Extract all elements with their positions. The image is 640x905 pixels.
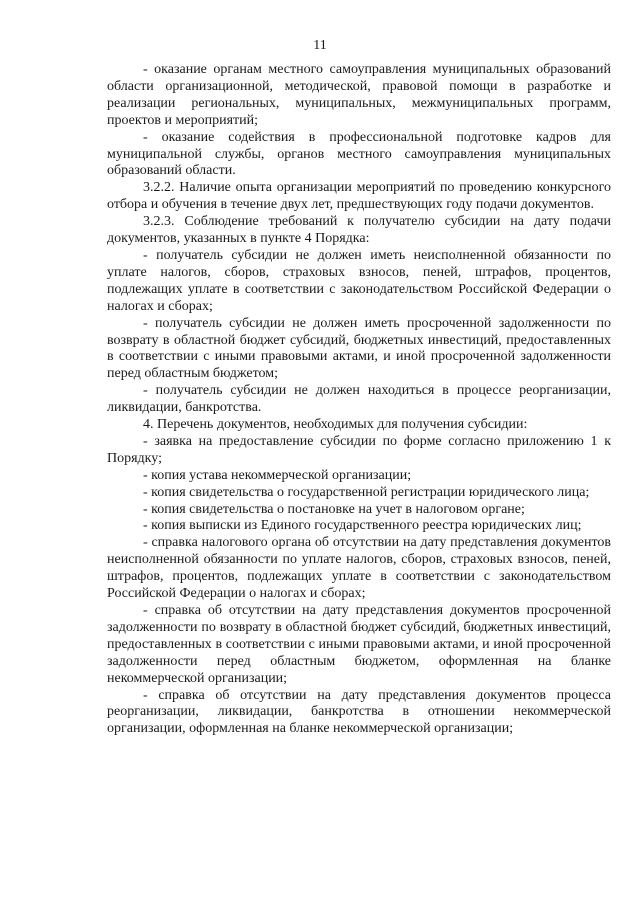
paragraph: - справка об отсутствии на дату представления документов просроченной задолженности по возврату в областной бюджет субсидий, бюджетных инвестиций, предоставленных в соответствии с иными правовыми актами, и иной просроченной задолженности перед областным бюджетом, оформленная на бланке некоммерческой организации; bbox=[107, 603, 611, 686]
paragraph: - оказание содействия в профессиональной подготовке кадров для муниципальной службы, органов местного самоуправления муниципальных образований области. bbox=[107, 129, 611, 179]
paragraph: - копия свидетельства о государственной регистрации юридического лица; bbox=[143, 484, 590, 500]
document-body bbox=[107, 62, 611, 738]
paragraph: 4. Перечень документов, необходимых для получения субсидии: bbox=[143, 417, 528, 433]
paragraph: - копия выписки из Единого государственного реестра юридических лиц; bbox=[143, 518, 582, 534]
paragraph: - получатель субсидии не должен иметь просроченной задолженности по возврату в областной бюджет субсидий, бюджетных инвестиций, предоставленных в соответствии с иными правовыми актами, и иной просроченной задолженности перед областным бюджетом; bbox=[107, 315, 611, 382]
paragraph: - получатель субсидии не должен находиться в процессе реорганизации, ликвидации, банкротства. bbox=[107, 383, 611, 416]
paragraph: - справка налогового органа об отсутствии на дату представления документов неисполненной обязанности по уплате налогов, сборов, страховых взносов, пеней, штрафов, процентов, подлежащих уплате в соответствии с законодательством Российской Федерации о налогах и сборах; bbox=[107, 535, 611, 602]
paragraph: - заявка на предоставление субсидии по форме согласно приложению 1 к Порядку; bbox=[107, 433, 611, 466]
paragraph: - копия свидетельства о постановке на учет в налоговом органе; bbox=[143, 501, 525, 517]
paragraph: 3.2.3. Соблюдение требований к получателю субсидии на дату подачи документов, указанных в пункте 4 Порядка: bbox=[107, 214, 611, 247]
paragraph: - копия устава некоммерческой организации; bbox=[143, 467, 412, 483]
paragraph: - справка об отсутствии на дату представления документов процесса реорганизации, ликвидации, банкротства в отношении некоммерческой организации, оформленная на бланке некоммерческой организации; bbox=[107, 687, 611, 737]
page-number: 11 bbox=[313, 38, 327, 53]
paragraph: - получатель субсидии не должен иметь неисполненной обязанности по уплате налогов, сборов, страховых взносов, пеней, штрафов, процентов, подлежащих уплате в соответствии с законодательством Российской Федерации о налогах и сборах; bbox=[107, 247, 611, 314]
paragraph: 3.2.2. Наличие опыта организации мероприятий по проведению конкурсного отбора и обучения в течение двух лет, предшествующих году подачи документов. bbox=[107, 180, 611, 213]
paragraph: - оказание органам местного самоуправления муниципальных образований области организационной, методической, правовой помощи в разработке и реализации региональных, муниципальных, межмуниципальных программ, проектов и мероприятий; bbox=[107, 62, 611, 128]
